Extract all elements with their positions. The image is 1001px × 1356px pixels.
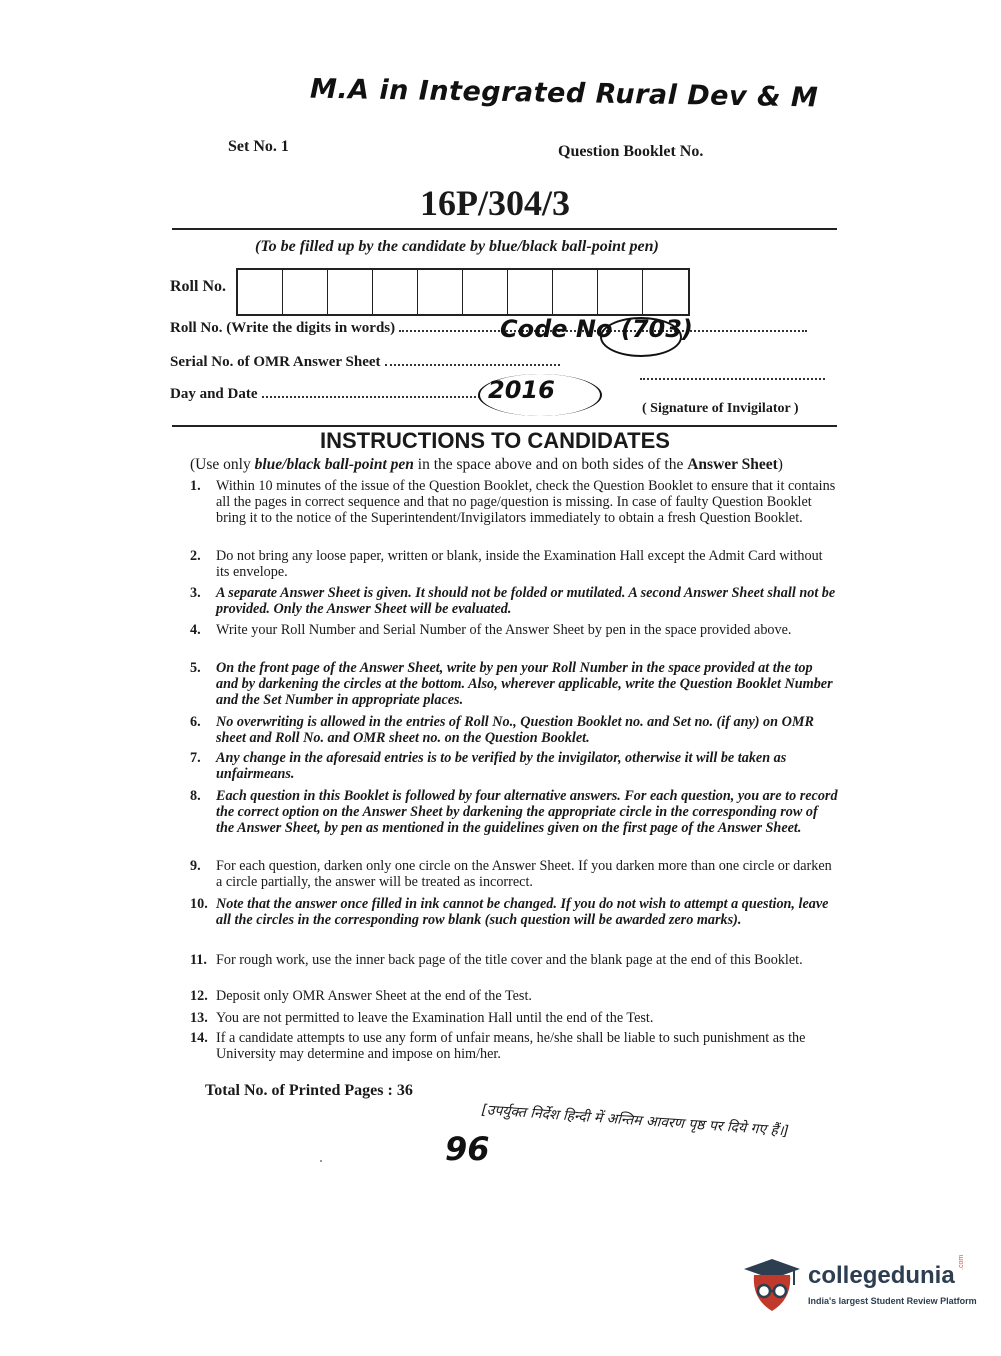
booklet-code: 16P/304/3 [420, 183, 570, 223]
roll-no-boxes[interactable] [236, 268, 690, 316]
roll-no-label: Roll No. [170, 278, 226, 295]
instruction-item [190, 478, 838, 526]
instruction-item [190, 788, 838, 836]
handwritten-number: 96 [445, 1130, 490, 1168]
instruction-number: 9. [190, 858, 201, 874]
set-number: Set No. 1 [228, 138, 289, 155]
roll-no-digit-box[interactable] [598, 270, 643, 314]
instruction-number: 14. [190, 1030, 208, 1046]
handwritten-code-number: Code No (703) [500, 315, 693, 343]
handwritten-course-title: M.A in Integrated Rural Dev & M [309, 73, 819, 114]
instruction-item [190, 714, 838, 746]
logo-wordmark: collegedunia [808, 1262, 955, 1289]
serial-omr-field[interactable] [385, 352, 560, 366]
instruction-number: 10. [190, 896, 208, 912]
roll-words-row [170, 318, 807, 337]
question-booklet-label: Question Booklet No. [558, 143, 704, 160]
instruction-text: Write your Roll Number and Serial Number of the Answer Sheet by pen in the space provided above. [216, 622, 792, 638]
instruction-number: 8. [190, 788, 201, 804]
instruction-number: 2. [190, 548, 201, 564]
instruction-item [190, 548, 838, 580]
roll-no-digit-box[interactable] [418, 270, 463, 314]
instruction-number: 7. [190, 750, 201, 766]
instruction-number: 12. [190, 988, 208, 1004]
speck [320, 1160, 322, 1162]
instruction-text: Do not bring any loose paper, written or blank, inside the Examination Hall except the Admit Card without its envelope. [216, 548, 823, 580]
instruction-text: Note that the answer once filled in ink cannot be changed. If you do not wish to attempt a question, leave all the circles in the corresponding row blank (such question will be awarded zero marks). [216, 896, 829, 928]
instruction-text: For rough work, use the inner back page of the title cover and the blank page at the end of this Booklet. [216, 952, 803, 968]
use-only-part: ) [777, 456, 783, 473]
instruction-text: For each question, darken only one circle on the Answer Sheet. If you darken more than one circle or darken a circle partially, the answer will be treated as incorrect. [216, 858, 832, 890]
roll-no-digit-box[interactable] [643, 270, 688, 314]
instruction-text: A separate Answer Sheet is given. It should not be folded or mutilated. A second Answer Sheet shall not be provided. Only the Answer Sheet will be evaluated. [216, 585, 836, 617]
instruction-item [190, 660, 838, 708]
instruction-item [190, 952, 838, 968]
instruction-number: 11. [190, 952, 207, 968]
divider-top [172, 228, 837, 230]
use-only-pen: blue/black ball-point pen [254, 456, 414, 473]
handwritten-year: 2016 [488, 376, 555, 404]
instruction-number: 13. [190, 1010, 208, 1026]
day-date-field[interactable] [262, 384, 480, 398]
instruction-item [190, 896, 838, 928]
use-only-part: in the space above and on both sides of the [413, 456, 688, 473]
use-only-note [190, 456, 783, 474]
instruction-item [190, 622, 838, 638]
instruction-number: 5. [190, 660, 201, 676]
total-printed-pages: Total No. of Printed Pages : 36 [205, 1082, 413, 1099]
instruction-item [190, 1030, 838, 1062]
hindi-note: [उपर्युक्त निर्देश हिन्दी में अन्तिम आवरण पृष्ठ पर दिये गए हैं।] [480, 1101, 790, 1140]
instruction-number: 1. [190, 478, 201, 494]
serial-omr-row [170, 352, 560, 371]
roll-no-digit-box[interactable] [508, 270, 553, 314]
instruction-number: 3. [190, 585, 201, 601]
instruction-number: 6. [190, 714, 201, 730]
instruction-text: Each question in this Booklet is followed by four alternative answers. For each question, you are to record the correct option on the Answer Sheet by darkening the appropriate circle in the corresponding row of the Answer Sheet, by pen as mentioned in the guidelines given on the first page of the Answer Sheet. [216, 788, 838, 836]
fill-note: (To be filled up by the candidate by blue/black ball-point pen) [255, 238, 659, 255]
roll-no-digit-box[interactable] [553, 270, 598, 314]
serial-omr-label: Serial No. of OMR Answer Sheet [170, 354, 381, 370]
instruction-text: Within 10 minutes of the issue of the Question Booklet, check the Question Booklet to ensure that it contains all the pages in correct sequence and that no page/question is missing. In case of faulty Question Booklet bring it to the notice of the Superintendent/Invigilators immediately to obtain a fresh Question Booklet. [216, 478, 836, 526]
instruction-text: No overwriting is allowed in the entries of Roll No., Question Booklet no. and Set no. (if any) on OMR sheet and Roll No. and OMR sheet no. on the Question Booklet. [216, 714, 814, 746]
instruction-number: 4. [190, 622, 201, 638]
instruction-item [190, 988, 838, 1004]
instruction-item [190, 858, 838, 890]
roll-no-digit-box[interactable] [463, 270, 508, 314]
instruction-text: On the front page of the Answer Sheet, write by pen your Roll Number in the space provided at the top and by darkening the circles at the bottom. Also, wherever applicable, write the Question Booklet Number and the Set Number in appropriate places. [216, 660, 833, 708]
instruction-item [190, 585, 838, 617]
instruction-text: You are not permitted to leave the Examination Hall until the end of the Test. [216, 1010, 654, 1026]
handwritten-circle [600, 317, 682, 357]
divider-mid [172, 425, 837, 427]
use-only-sheet: Answer Sheet [687, 456, 778, 473]
use-only-part: (Use only [190, 456, 255, 473]
day-date-label: Day and Date [170, 386, 258, 402]
roll-words-label: Roll No. (Write the digits in words) [170, 320, 396, 336]
logo-suffix: .com [958, 1254, 965, 1270]
roll-no-digit-box[interactable] [238, 270, 283, 314]
roll-no-digit-box[interactable] [373, 270, 418, 314]
logo-tagline: India's largest Student Review Platform [808, 1296, 977, 1306]
roll-no-digit-box[interactable] [283, 270, 328, 314]
day-date-row [170, 384, 480, 403]
roll-no-digit-box[interactable] [328, 270, 373, 314]
instruction-text: Deposit only OMR Answer Sheet at the end of the Test. [216, 988, 532, 1004]
signature-label: ( Signature of Invigilator ) [642, 401, 799, 416]
collegedunia-logo-icon [742, 1255, 802, 1315]
signature-field[interactable] [640, 378, 825, 380]
instruction-item [190, 1010, 838, 1026]
instructions-heading: INSTRUCTIONS TO CANDIDATES [320, 428, 670, 453]
instruction-text: Any change in the aforesaid entries is to be verified by the invigilator, otherwise it will be taken as unfairmeans. [216, 750, 787, 782]
instruction-text: If a candidate attempts to use any form of unfair means, he/she shall be liable to such punishment as the University may determine and impose on him/her. [216, 1030, 806, 1062]
instruction-item [190, 750, 838, 782]
